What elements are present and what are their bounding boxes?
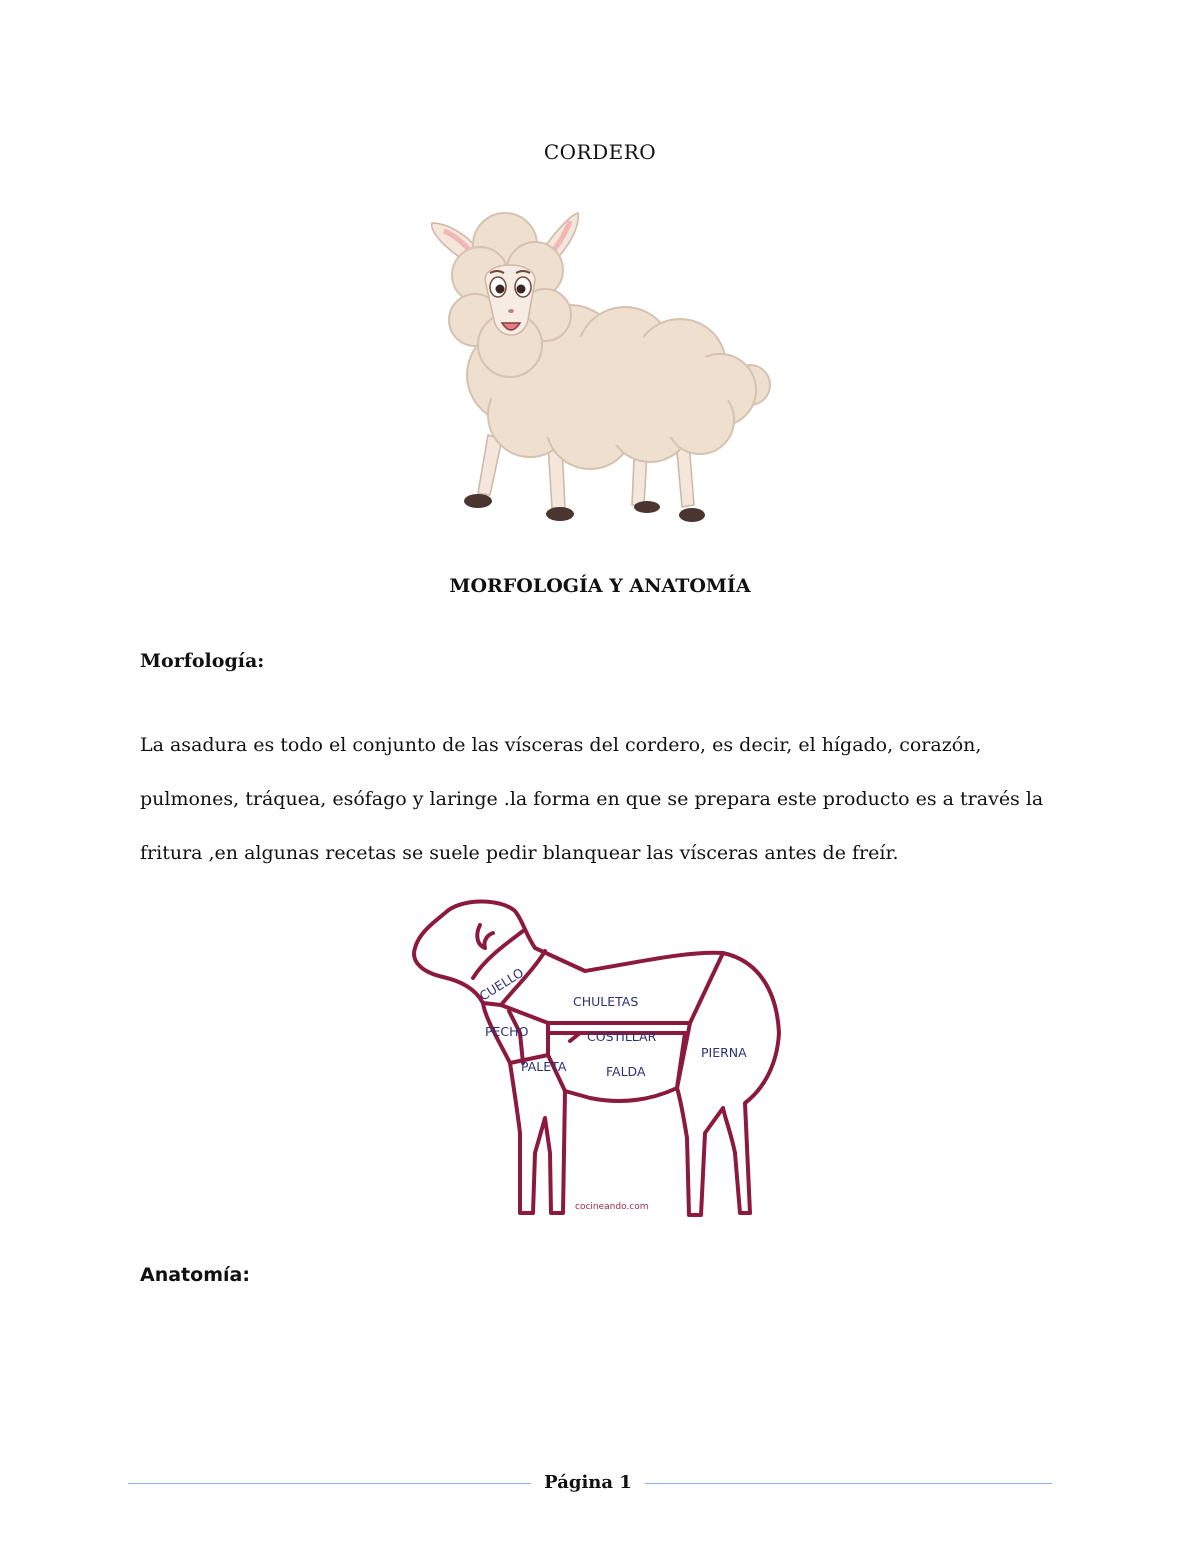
anatomia-heading: Anatomía: <box>140 1264 250 1286</box>
footer-rule-left <box>128 1483 531 1484</box>
cut-label-cuello: CUELLO <box>476 964 527 1004</box>
diagram-watermark: cocineando.com <box>575 1202 649 1212</box>
cut-label-pecho: PECHO <box>485 1024 529 1039</box>
sheep-illustration <box>420 205 780 535</box>
footer-rule-right <box>645 1483 1052 1484</box>
cut-label-paleta: PALETA <box>521 1059 567 1074</box>
cut-label-costillar: COSTILLAR <box>587 1029 657 1044</box>
cut-label-falda: FALDA <box>606 1064 646 1079</box>
morfologia-heading: Morfología: <box>140 650 265 672</box>
cut-label-chuletas: CHULETAS <box>573 994 639 1009</box>
lamb-cuts-diagram <box>405 893 790 1223</box>
cut-label-pierna: PIERNA <box>701 1045 747 1060</box>
page-number: Página 1 <box>544 1472 632 1493</box>
document-title: CORDERO <box>543 140 657 164</box>
section-title: MORFOLOGÍA Y ANATOMÍA <box>449 575 751 597</box>
morfologia-paragraph: La asadura es todo el conjunto de las vísceras del cordero, es decir, el hígado, corazón, pulmones, tráquea, esófago y laringe .la forma en que se prepara este producto es a través la fritura ,en algunas recetas se suele pedir blanquear las vísceras antes de freír. <box>140 734 1044 864</box>
